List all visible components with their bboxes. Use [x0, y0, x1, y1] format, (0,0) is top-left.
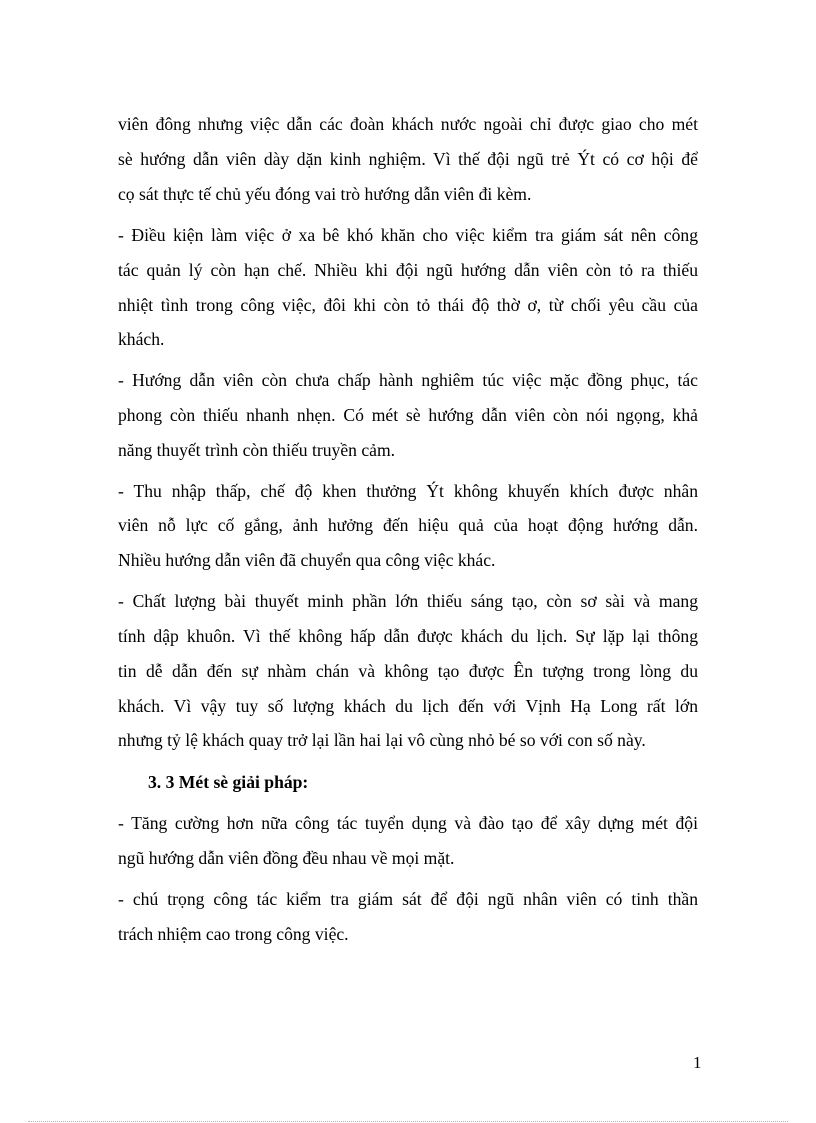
- text-line: - Điều kiện làm việc ở xa bê khó khăn cho việc kiểm tra giám sát nên công: [118, 225, 698, 245]
- text-line: trách nhiệm cao trong công việc.: [118, 924, 349, 944]
- text-line: phong còn thiếu nhanh nhẹn. Có mét sè hướng dẫn viên còn nói ngọng, khả: [118, 405, 698, 425]
- text-line: - Thu nhập thấp, chế độ khen thưởng Ýt không khuyến khích được nhân: [118, 481, 698, 501]
- text-line: năng thuyết trình còn thiếu truyền cảm.: [118, 440, 396, 460]
- text-line: - chú trọng công tác kiểm tra giám sát để đội ngũ nhân viên có tinh thần: [118, 889, 698, 909]
- text-line: - Hướng dẫn viên còn chưa chấp hành nghiêm túc việc mặc đồng phục, tác: [118, 370, 698, 390]
- text-line: sè hướng dẫn viên dày dặn kinh nghiệm. Vì thế đội ngũ trẻ Ýt có cơ hội để: [118, 149, 698, 169]
- text-line: viên nỗ lực cố gắng, ảnh hưởng đến hiệu quả của hoạt động hướng dẫn.: [118, 515, 698, 535]
- text-line: khách.: [118, 329, 165, 349]
- text-line: tính dập khuôn. Vì thế không hấp dẫn được khách du lịch. Sự lặp lại thông: [118, 626, 698, 646]
- footer-divider: [28, 1121, 788, 1122]
- text-line: cọ sát thực tế chủ yếu đóng vai trò hướng dẫn viên đi kèm.: [118, 184, 532, 204]
- text-line: Nhiều hướng dẫn viên đã chuyển qua công việc khác.: [118, 550, 496, 570]
- text-line: nhưng tỷ lệ khách quay trở lại lần hai lại vô cùng nhỏ bé so với con số này.: [118, 730, 646, 750]
- text-line: viên đông nhưng việc dẫn các đoàn khách nước ngoài chỉ được giao cho mét: [118, 114, 698, 134]
- text-line: nhiệt tình trong công việc, đôi khi còn tỏ thái độ thờ ơ, từ chối yêu cầu của: [118, 295, 698, 315]
- text-line: khách. Vì vậy tuy số lượng khách du lịch đến với Vịnh Hạ Long rất lớn: [118, 696, 698, 716]
- section-heading: 3. 3 Mét sè giải pháp:: [148, 772, 309, 792]
- text-line: - Tăng cường hơn nữa công tác tuyển dụng và đào tạo để xây dựng mét đội: [118, 813, 698, 833]
- page-number: 1: [693, 1053, 702, 1072]
- text-line: tin dễ dẫn đến sự nhàm chán và không tạo được Ên tượng trong lòng du: [118, 661, 698, 681]
- text-line: - Chất lượng bài thuyết minh phần lớn thiếu sáng tạo, còn sơ sài và mang: [118, 591, 698, 611]
- text-line: ngũ hướng dẫn viên đồng đều nhau về mọi mặt.: [118, 848, 455, 868]
- text-line: tác quản lý còn hạn chế. Nhiều khi đội ngũ hướng dẫn viên còn tỏ ra thiếu: [118, 260, 698, 280]
